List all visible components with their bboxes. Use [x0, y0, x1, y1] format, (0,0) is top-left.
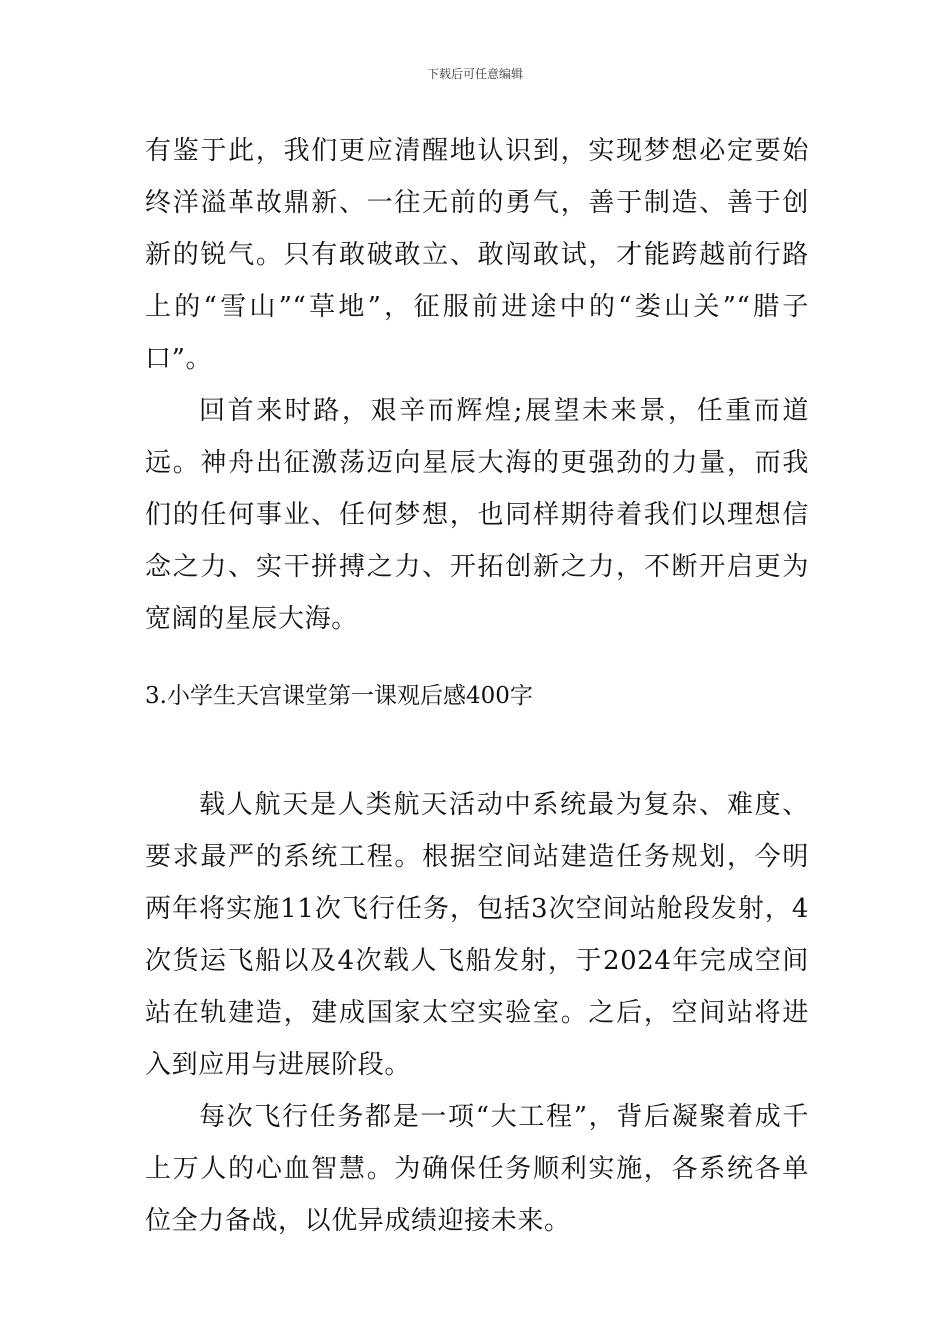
body-paragraph: 每次飞行任务都是一项“大工程”，背后凝聚着成千上万人的心血智慧。为确保任务顺利实施，各系统各单位全力备战，以优异成绩迎接未来。 [145, 1102, 809, 1236]
page-header-note: 下载后可任意编辑 [426, 67, 523, 81]
body-paragraph: 载人航天是人类航天活动中系统最为复杂、难度、要求最严的系统工程。根据空间站建造任务规划，今明两年将实施11次飞行任务，包括3次空间站舱段发射，4次货运飞船以及4次载人飞船发射，于2024年完成空间站在轨建造，建成国家太空实验室。之后，空间站将进入到应用与进展阶段。 [145, 790, 809, 1080]
section-heading: 3.小学生天宫课堂第一课观后感400字 [145, 683, 533, 709]
essay-body-section-2 [145, 779, 809, 1247]
essay-body-section-1 [145, 125, 809, 645]
body-paragraph: 有鉴于此，我们更应清醒地认识到，实现梦想必定要始终洋溢革故鼎新、一往无前的勇气，善于制造、善于创新的锐气。只有敢破敢立、敢闯敢试，才能跨越前行路上的“雪山”“草地”，征服前进途中的“娄山关”“腊子口”。 [145, 136, 809, 374]
body-paragraph: 回首来时路，艰辛而辉煌;展望未来景，任重而道远。神舟出征激荡迈向星辰大海的更强劲的力量，而我们的任何事业、任何梦想，也同样期待着我们以理想信念之力、实干拼搏之力、开拓创新之力，不断开启更为宽阔的星辰大海。 [145, 396, 809, 634]
